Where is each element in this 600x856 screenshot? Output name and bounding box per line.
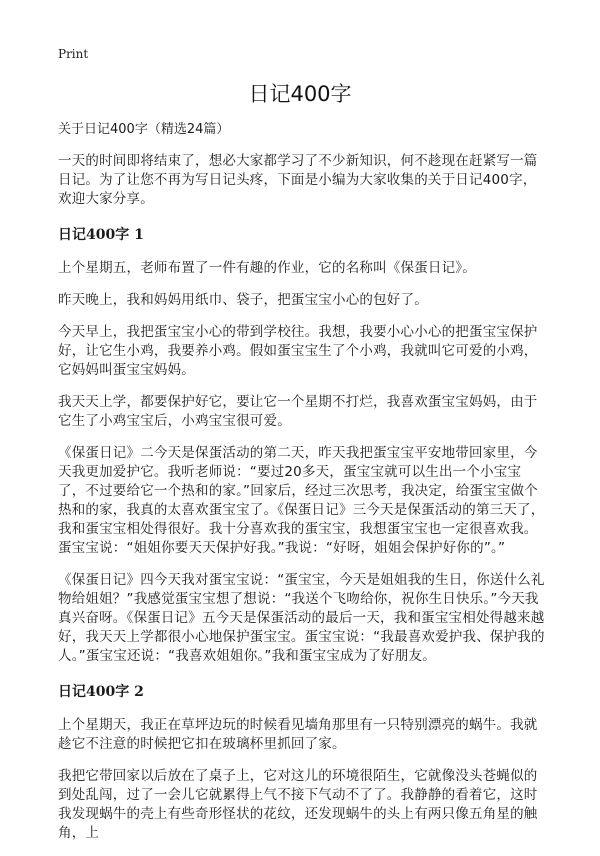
paragraph: 今天早上，我把蛋宝宝小心的带到学校往。我想，我要小心小心的把蛋宝宝保护好，让它生小鸡，我要养小鸡。假如蛋宝宝生了个小鸡，我就叫它可爱的小鸡，它妈妈叫蛋宝宝妈妈。 <box>58 324 538 378</box>
paragraph: 上个星期五，老师布置了一件有趣的作业，它的名称叫《保蛋日记》。 <box>58 260 476 276</box>
section-heading: 日记400字 1 <box>58 227 144 243</box>
paragraph: 《保蛋日记》二今天是保蛋活动的第二天，昨天我把蛋宝宝平安地带回家里，今天我更加爱护它。我听老师说：“要过20多天，蛋宝宝就可以生出一个小宝宝了，不过要给它一个热和的家。”回家后，经过三次思考，我决定，给蛋宝宝做个热和的家，我真的太喜欢蛋宝宝了。《保蛋日记》三今天是保蛋活动的第三天了，我和蛋宝宝相处得很好。我十分喜欢我的蛋宝宝，我想蛋宝宝也一定很喜欢我。蛋宝宝说：“姐姐你要天天保护好我。”我说：“好呀，姐姐会保护好你的”。” <box>58 445 545 556</box>
paragraph: 《保蛋日记》四今天我对蛋宝宝说：“蛋宝宝，今天是姐姐我的生日，你送什么礼物给姐姐？”我感觉蛋宝宝想了想说：“我送个飞吻给你，祝你生日快乐。”今天我真兴奋呀。《保蛋日记》五今天是保蛋活动的最后一天，我和蛋宝宝相处得越来越好，我天天上学都很小心地保护蛋宝宝。蛋宝宝说：“我最喜欢爱护我、保护我的人。”蛋宝宝还说：“我喜欢姐姐你。”我和蛋宝宝成为了好朋友。 <box>58 572 545 664</box>
section-heading: 日记400字 2 <box>58 684 144 700</box>
print-link[interactable]: Print <box>58 47 89 61</box>
paragraph: 我天天上学，都要保护好它，要让它一个星期不打烂，我喜欢蛋宝宝妈妈，由于它生了小鸡宝宝后，小鸡宝宝很可爱。 <box>58 394 538 429</box>
paragraph: 我把它带回家以后放在了桌子上，它对这儿的环境很陌生，它就像没头苍蝇似的到处乱闯，过了一会儿它就累得上气不接下气动不了了。我静静的看着它，这时我发现蜗牛的壳上有些奇形怪状的花纹，还发现蜗牛的头上有两只像五角星的触角，上 <box>58 768 538 841</box>
article-body <box>58 120 548 856</box>
paragraph: 上个星期天，我正在草坪边玩的时候看见墙角那里有一只特别漂亮的蜗牛。我就趁它不注意的时候把它扣在玻璃杯里抓回了家。 <box>58 717 538 752</box>
paragraph: 昨天晚上，我和妈妈用纸巾、袋子，把蛋宝宝小心的包好了。 <box>58 292 428 308</box>
article-subtitle: 关于日记400字（精选24篇） <box>58 122 230 137</box>
intro-paragraph: 一天的时间即将结束了，想必大家都学习了不少新知识，何不趁现在赶紧写一篇日记。为了让您不再为写日记头疼，下面是小编为大家收集的关于日记400字，欢迎大家分享。 <box>58 153 538 207</box>
page-title: 日记400字 <box>248 82 352 106</box>
